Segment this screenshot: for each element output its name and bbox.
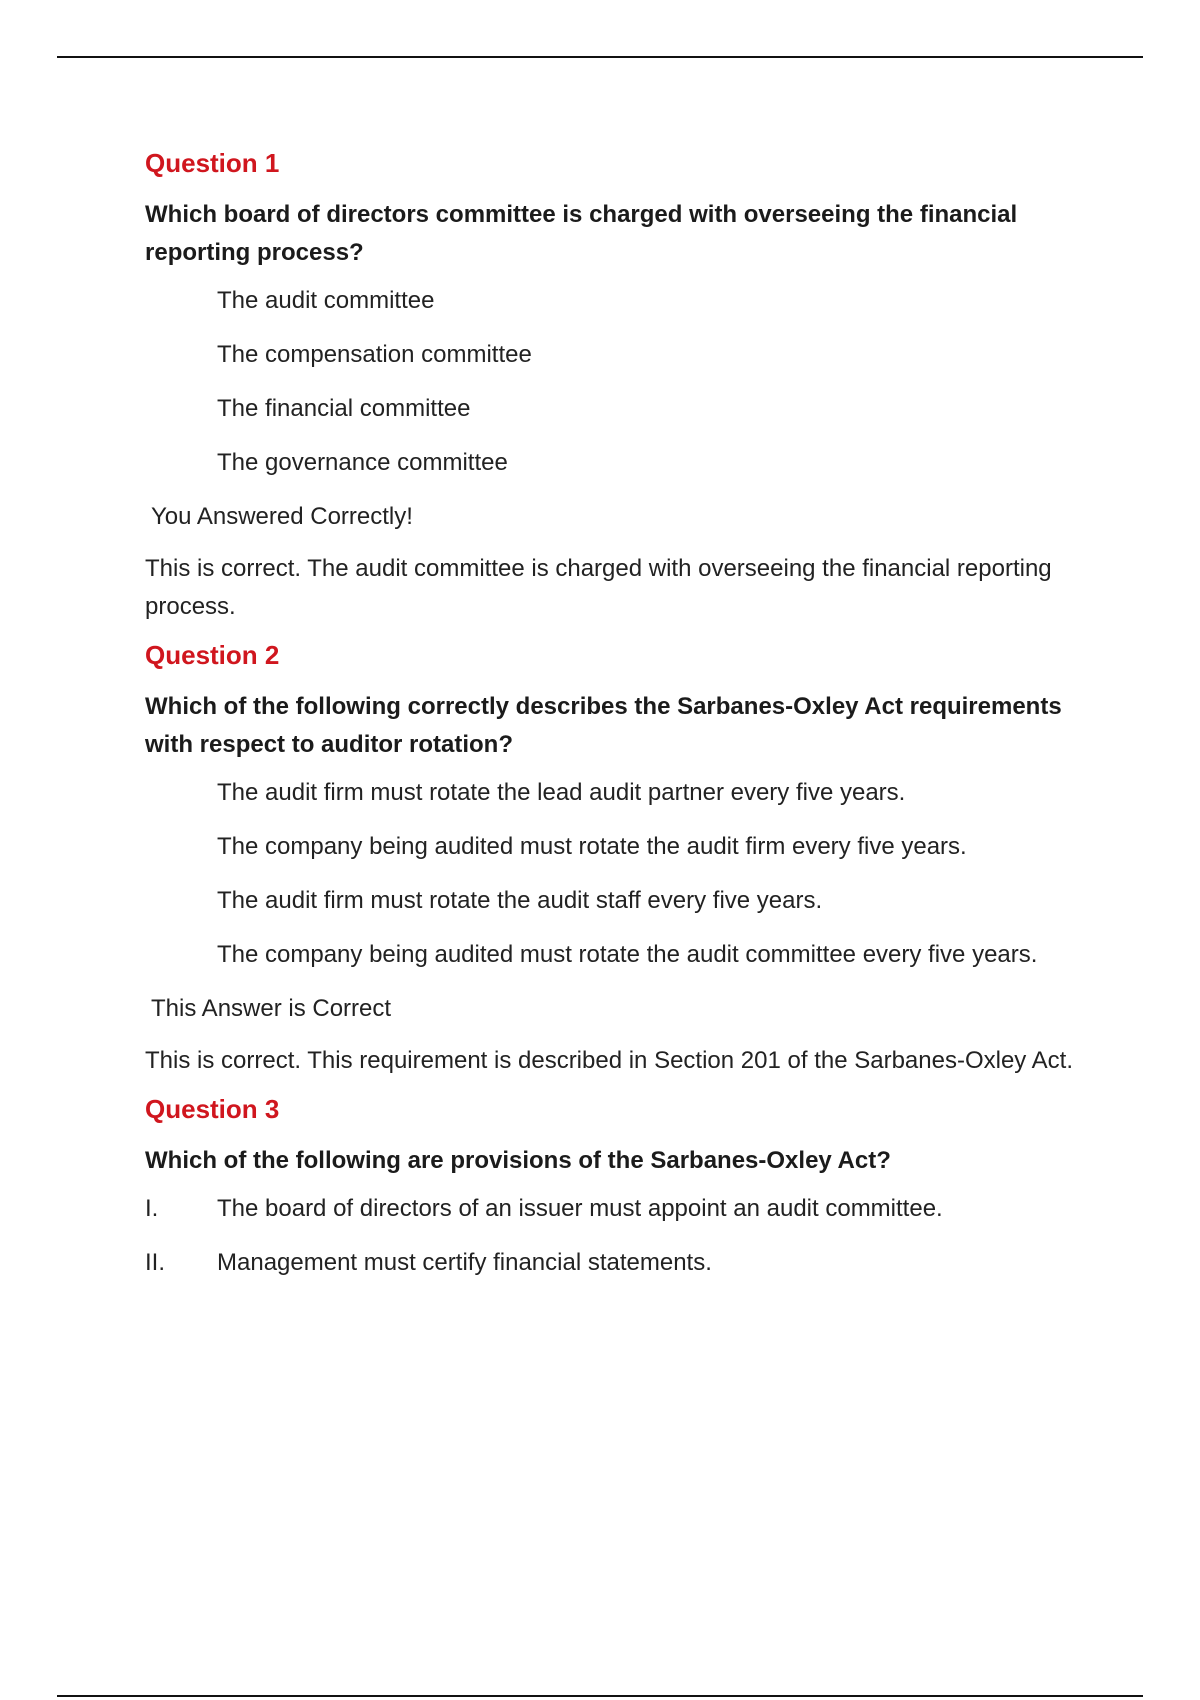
answer-option: The company being audited must rotate the audit firm every five years. xyxy=(217,833,967,860)
question-heading: Question 3 xyxy=(145,1094,280,1124)
provision-number: I. xyxy=(145,1195,159,1222)
provision-item xyxy=(145,1190,1085,1228)
answer-explanation: This is correct. This requirement is described in Section 201 of the Sarbanes-Oxley Act. xyxy=(145,1047,1073,1074)
answer-option: The company being audited must rotate the audit committee every five years. xyxy=(217,941,1038,968)
provision-text: The board of directors of an issuer must appoint an audit committee. xyxy=(217,1195,943,1222)
answer-feedback: You Answered Correctly! xyxy=(151,503,413,530)
question-heading: Question 1 xyxy=(145,148,280,178)
provision-number: II. xyxy=(145,1249,166,1276)
question-text: Which board of directors committee is charged with overseeing the financial reporting process? xyxy=(145,201,1018,266)
answer-option: The audit firm must rotate the audit staff every five years. xyxy=(217,887,823,914)
footer-rule xyxy=(57,1695,1143,1697)
answer-option: The governance committee xyxy=(217,449,508,476)
answer-feedback: This Answer is Correct xyxy=(151,995,392,1022)
answer-option: The audit firm must rotate the lead audit partner every five years. xyxy=(217,779,906,806)
question-text: Which of the following are provisions of the Sarbanes-Oxley Act? xyxy=(145,1147,891,1174)
header-rule xyxy=(57,56,1143,58)
provision-item xyxy=(145,1244,1085,1282)
question-3 xyxy=(145,1092,1085,1282)
question-heading: Question 2 xyxy=(145,640,280,670)
answer-option: The audit committee xyxy=(217,287,435,314)
question-text: Which of the following correctly describes the Sarbanes-Oxley Act requirements with respect to auditor rotation? xyxy=(145,693,1062,758)
answer-option: The financial committee xyxy=(217,395,471,422)
question-2 xyxy=(145,638,1085,1080)
document-body xyxy=(145,146,1085,1298)
answer-explanation: This is correct. The audit committee is charged with overseeing the financial reporting process. xyxy=(145,555,1052,620)
provision-text: Management must certify financial statements. xyxy=(217,1249,712,1276)
question-1 xyxy=(145,146,1085,626)
answer-option: The compensation committee xyxy=(217,341,532,368)
